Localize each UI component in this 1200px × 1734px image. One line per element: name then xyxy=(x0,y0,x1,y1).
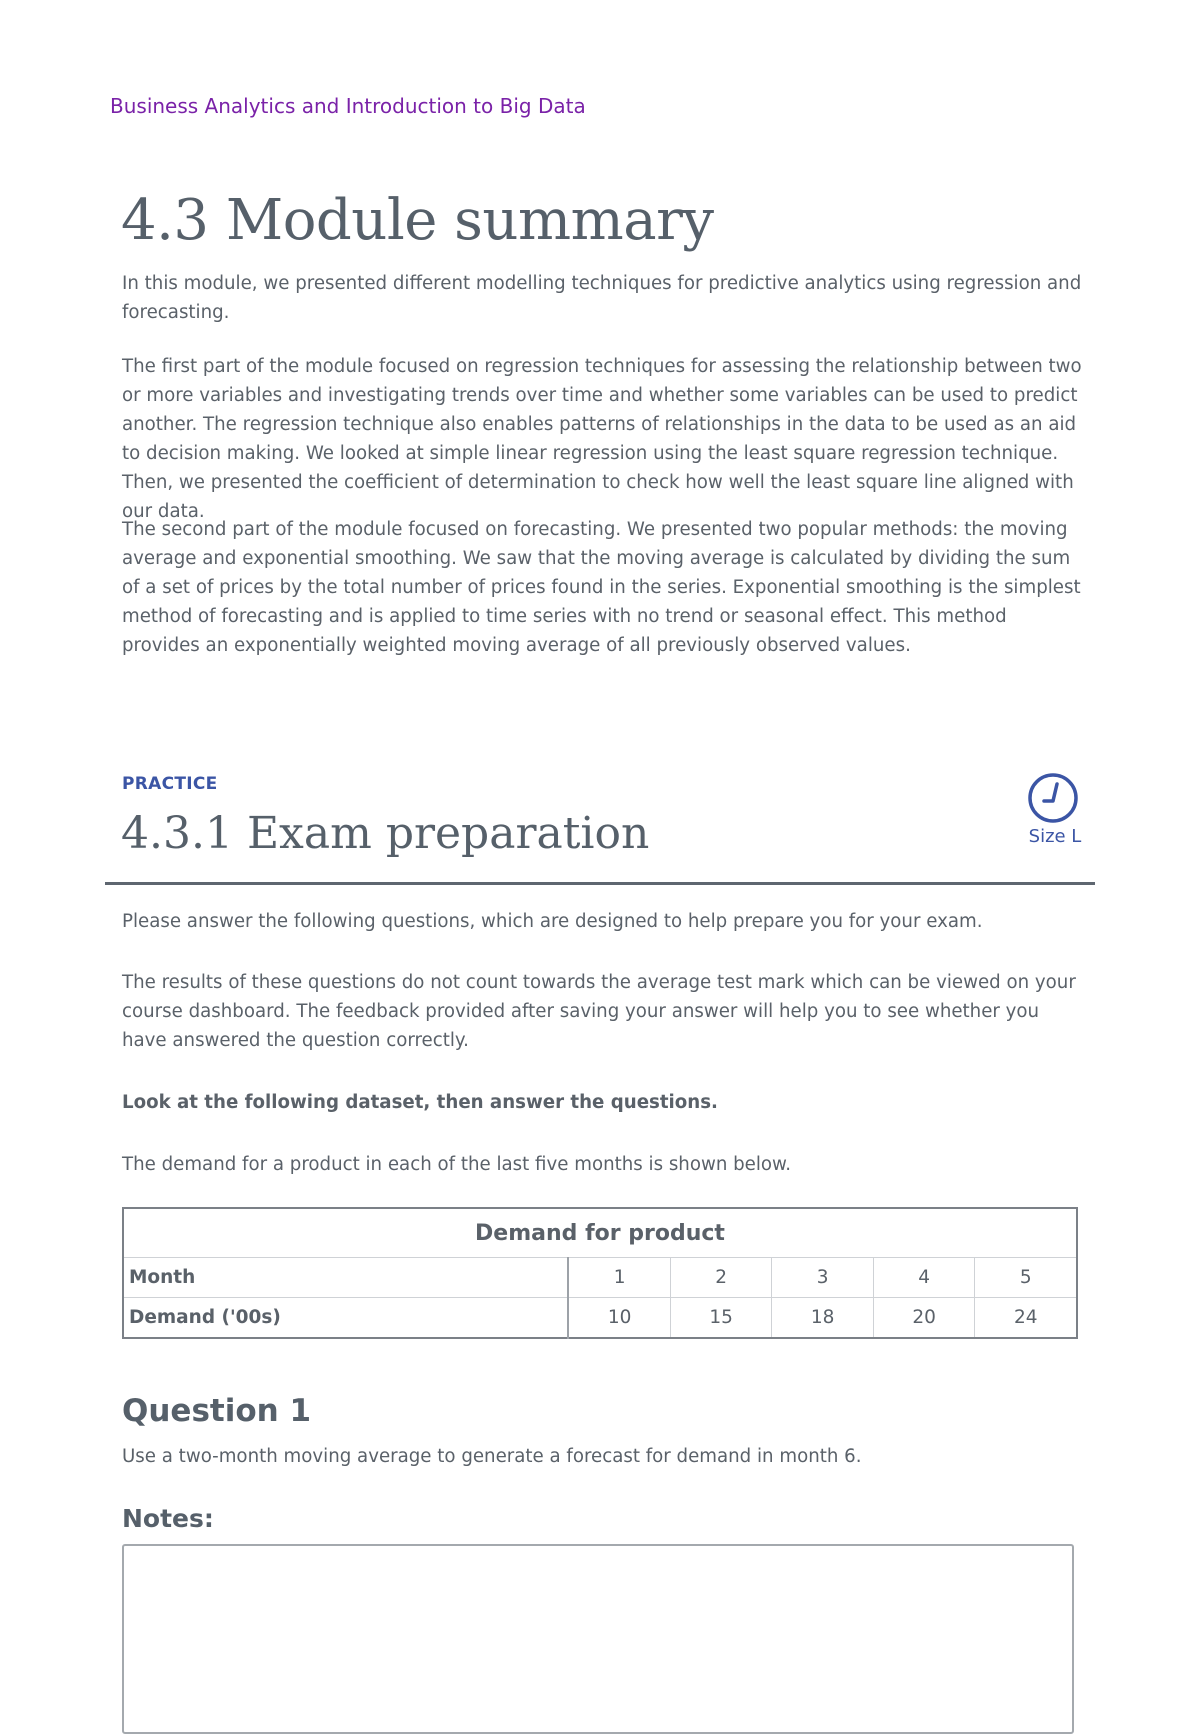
row-label-demand: Demand ('00s) xyxy=(123,1298,568,1339)
summary-paragraph-forecasting: The second part of the module focused on forecasting. We presented two popular methods: the moving average and exponential smoothing. We saw that the moving average is calculated by dividing the sum of a set of prices by the total number of prices found in the series. Exponential smoothing is the simplest method of forecasting and is applied to time series with no trend or seasonal effect. This method provides an exponentially weighted moving average of all previously observed values. xyxy=(122,519,1081,656)
question-title: Question 1 xyxy=(122,1393,312,1429)
table-cell: 10 xyxy=(568,1298,670,1339)
practice-label: PRACTICE xyxy=(122,774,218,794)
practice-instruction: Look at the following dataset, then answer the questions. xyxy=(122,1092,718,1113)
demand-table xyxy=(122,1207,1078,1339)
practice-intro: Please answer the following questions, which are designed to help prepare you for your exam. xyxy=(122,911,983,932)
table-cell: 18 xyxy=(772,1298,874,1339)
row-label-month: Month xyxy=(123,1258,568,1298)
course-title[interactable]: Business Analytics and Introduction to Big Data xyxy=(110,94,586,118)
practice-note: The results of these questions do not count towards the average test mark which can be viewed on your course dashboard. The feedback provided after saving your answer will help you to see whether you have answered the question correctly. xyxy=(122,972,1076,1051)
table-cell: 15 xyxy=(670,1298,772,1339)
summary-paragraph-intro: In this module, we presented different modelling techniques for predictive analytics using regression and forecasting. xyxy=(122,273,1082,323)
table-cell: 24 xyxy=(975,1298,1077,1339)
table-cell: 1 xyxy=(568,1258,670,1298)
clock-icon xyxy=(1026,771,1080,825)
table-caption: Demand for product xyxy=(123,1208,1077,1258)
notes-input[interactable] xyxy=(122,1544,1074,1734)
table-cell: 20 xyxy=(873,1298,975,1339)
table-cell: 4 xyxy=(873,1258,975,1298)
page-title: 4.3 Module summary xyxy=(121,188,714,253)
notes-label: Notes: xyxy=(122,1504,214,1533)
table-cell: 3 xyxy=(772,1258,874,1298)
dataset-intro: The demand for a product in each of the last five months is shown below. xyxy=(122,1154,792,1175)
size-label: Size L xyxy=(1028,826,1082,847)
summary-paragraph-regression: The first part of the module focused on regression techniques for assessing the relationship between two or more variables and investigating trends over time and whether some variables can be used to predict another. The regression technique also enables patterns of relationships in the data to be used as an aid to decision making. We looked at simple linear regression using the least square regression technique. Then, we presented the coefficient of determination to check how well the least square line aligned with our data. xyxy=(122,356,1082,522)
table-row xyxy=(123,1258,1077,1298)
section-heading: 4.3.1 Exam preparation xyxy=(121,808,650,859)
table-cell: 5 xyxy=(975,1258,1077,1298)
table-caption-row xyxy=(123,1208,1077,1258)
table-cell: 2 xyxy=(670,1258,772,1298)
section-divider xyxy=(105,882,1095,885)
table-row xyxy=(123,1298,1077,1339)
question-text: Use a two-month moving average to generate a forecast for demand in month 6. xyxy=(122,1446,862,1467)
